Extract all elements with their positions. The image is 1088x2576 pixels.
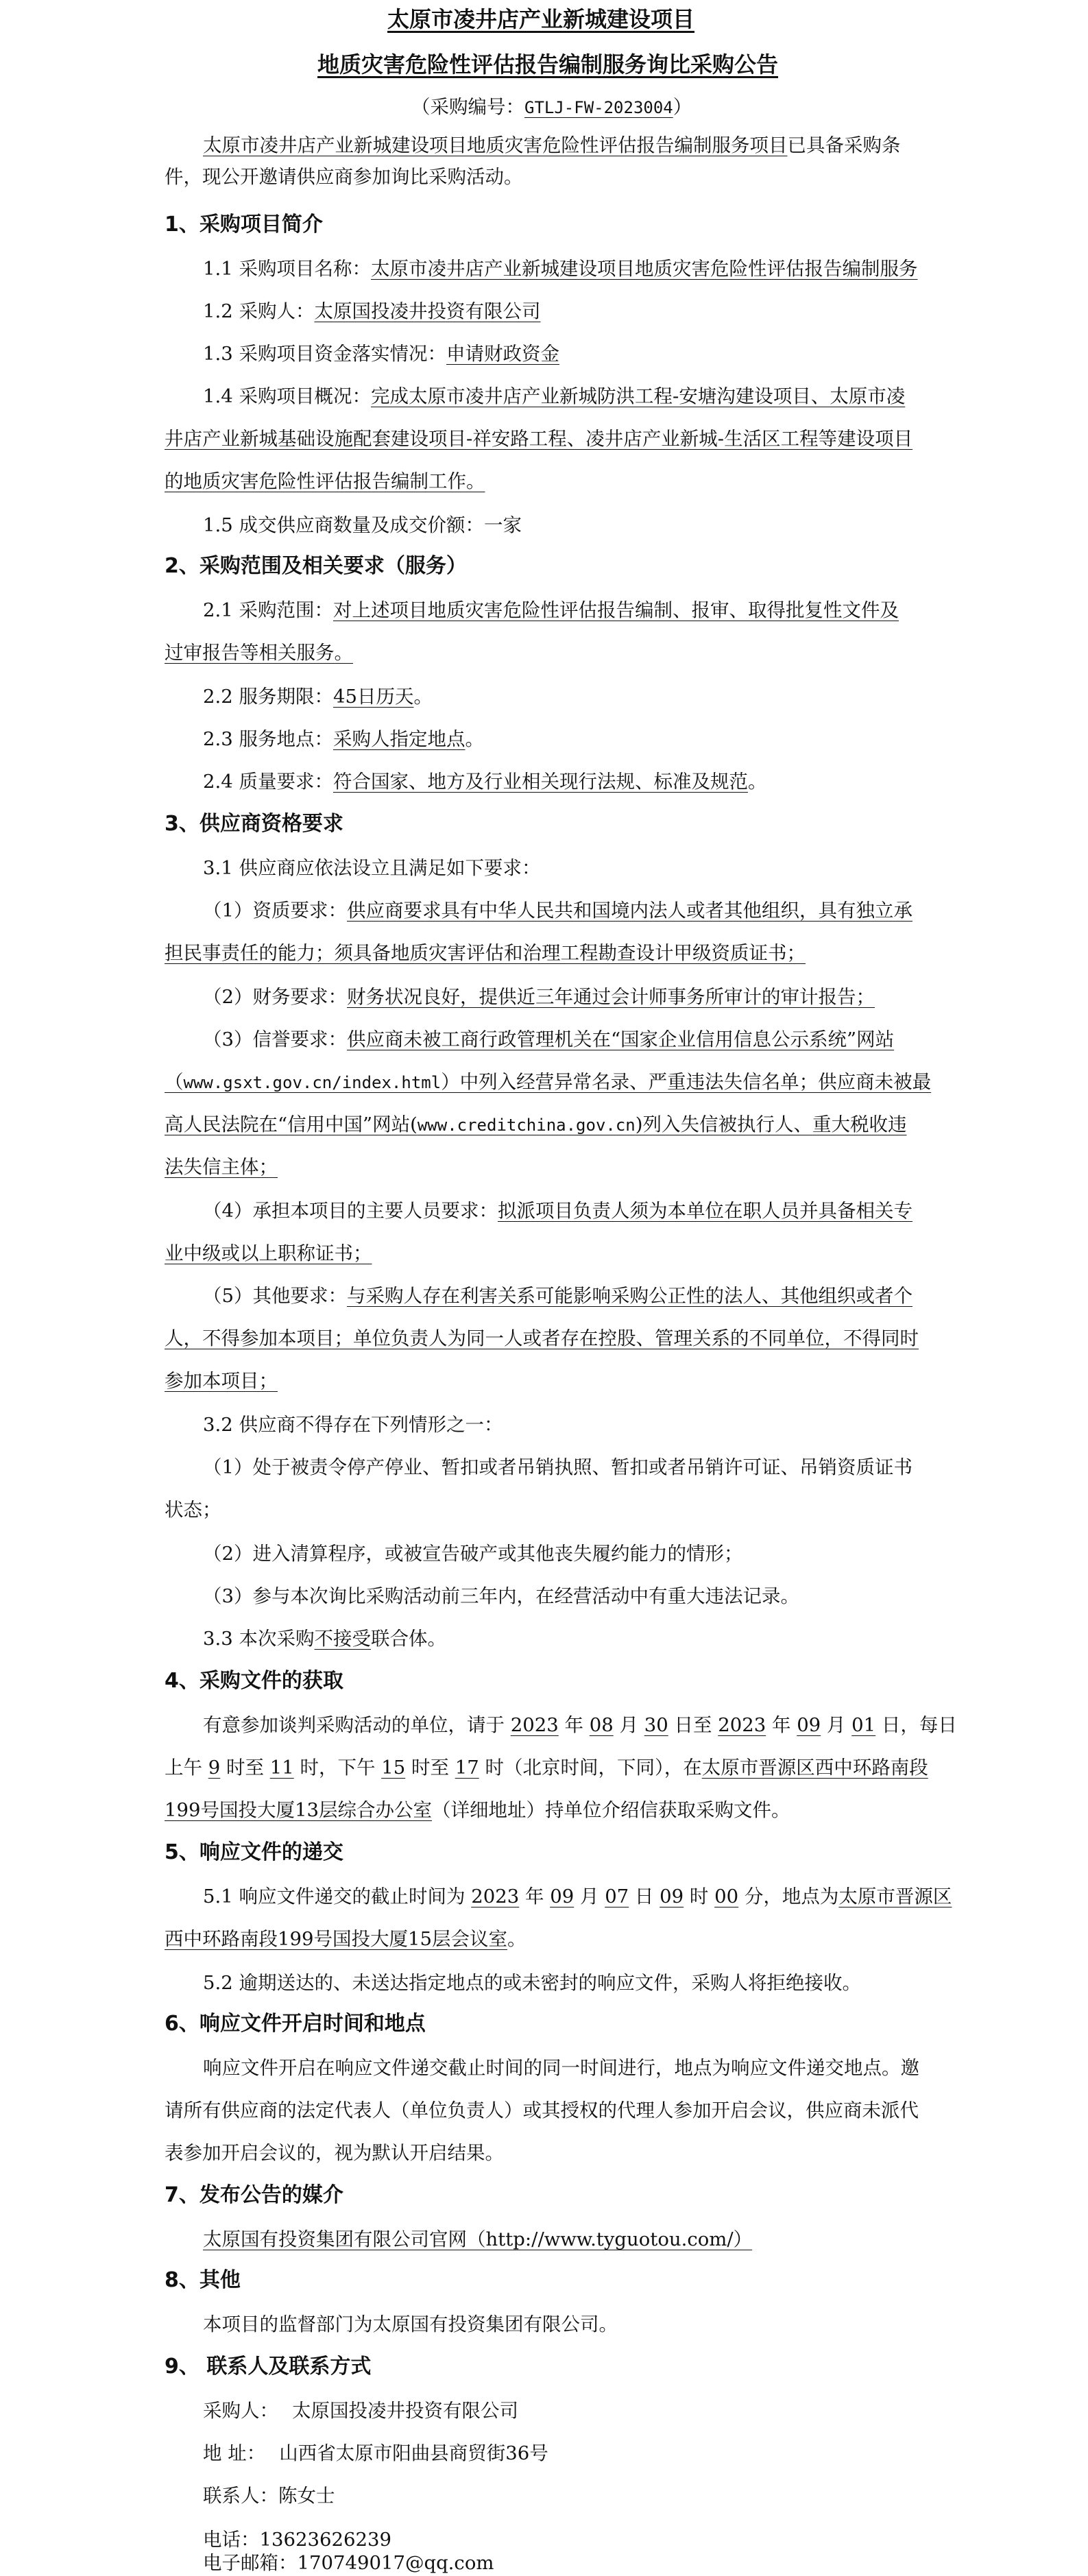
item-2-1-line-2: 过审报告等相关服务。: [165, 642, 353, 664]
item-text: 3.3 本次采购: [203, 1628, 315, 1650]
req-text: ）中列入经营异常名录、严重违法失信名单；供应商未被最: [441, 1071, 932, 1093]
contact-email: [203, 2551, 494, 2575]
req-4: [203, 1197, 912, 1225]
intro-project-name: 太原市凌井店产业新城建设项目地质灾害危险性评估报告编制服务项目: [203, 134, 788, 156]
section-1-heading: 1、采购项目简介: [165, 213, 323, 237]
intro-line-2: 件，现公开邀请供应商参加询比采购活动。: [165, 166, 523, 188]
item-end: 。: [413, 686, 433, 708]
section-2-heading: 2、采购范围及相关要求（服务）: [165, 554, 467, 578]
item-value: 完成太原市凌井店产业新城防洪工程-安塘沟建设项目、太原市凌: [370, 385, 906, 407]
text: 日至: [668, 1714, 718, 1736]
sec5-line-3: 5.2 逾期送达的、未送达指定地点的或未密封的响应文件，采购人将拒绝接收。: [203, 1972, 861, 1994]
sec6-line-3: 表参加开启会议的，视为默认开启结果。: [165, 2142, 504, 2164]
item-1-4-line-3: 的地质灾害危险性评估报告编制工作。: [165, 470, 485, 492]
text: 月: [574, 1886, 605, 1907]
section-8-heading: 8、其他: [165, 2268, 241, 2292]
section-7-heading: 7、发布公告的媒介: [165, 2183, 343, 2207]
contact-phone: [203, 2526, 391, 2553]
text: 分，地点为: [738, 1886, 839, 1907]
req-1: [203, 897, 912, 924]
req-value: 财务状况良好，提供近三年通过会计师事务所审计的审计报告；: [347, 986, 875, 1008]
item-text: 联合体。: [370, 1628, 446, 1650]
item-label: 1.2 采购人：: [203, 300, 315, 322]
item-value: 申请财政资金: [446, 343, 559, 365]
item-label: 1.1 采购项目名称：: [203, 258, 371, 280]
text: 时至: [220, 1757, 270, 1779]
item-3-1: 3.1 供应商应依法设立且满足如下要求：: [203, 857, 541, 879]
req-value: 拟派项目负责人须为本单位在职人员并具备相关专: [498, 1200, 912, 1222]
text: 时（北京时间，下同），在: [479, 1757, 702, 1779]
hour: 11: [269, 1757, 294, 1779]
item-1-4-line-2: 井店产业新城基础设施配套建设项目-祥安路工程、凌井店产业新城-生活区工程等建设项目: [165, 428, 913, 450]
exclusion-1: （1）处于被责令停产停业、暂扣或者吊销执照、暂扣或者吊销许可证、吊销资质证书: [203, 1456, 912, 1478]
text: 时至: [405, 1757, 455, 1779]
item-label: 1.4 采购项目概况：: [203, 385, 371, 407]
text: 有意参加谈判采购活动的单位，请于: [203, 1714, 511, 1736]
req-3: [203, 1026, 894, 1053]
sec5-line-1: [203, 1883, 952, 1910]
gsxt-url: www.gsxt.gov.cn/index.html: [183, 1073, 442, 1092]
item-1-5: 1.5 成交供应商数量及成交价额：一家: [203, 514, 522, 536]
date-day: 30: [644, 1714, 668, 1736]
date-month: 09: [550, 1886, 575, 1907]
req-label: （4）承担本项目的主要人员要求：: [203, 1200, 498, 1222]
minute: 00: [714, 1886, 739, 1907]
value: 13623626239: [259, 2529, 391, 2551]
req-value: 供应商要求具有中华人民共和国境内法人或者其他组织，具有独立承: [347, 900, 912, 922]
date-year: 2023: [718, 1714, 766, 1736]
procurement-number: [411, 93, 692, 121]
hour: 15: [381, 1757, 406, 1779]
req-4-line-2: 业中级或以上职称证书；: [165, 1242, 372, 1264]
item-1-1: [203, 255, 917, 282]
item-value: 太原市凌井店产业新城建设项目地质灾害危险性评估报告编制服务: [370, 258, 918, 280]
value: 陈女士: [278, 2485, 335, 2507]
text: 月: [613, 1714, 644, 1736]
text: 年: [519, 1886, 551, 1907]
text: 时，下午: [293, 1757, 382, 1779]
item-2-3: [203, 725, 484, 753]
req-value: 与采购人存在利害关系可能影响采购公正性的法人、其他组织或者个: [347, 1285, 912, 1307]
item-value: 采购人指定地点: [333, 728, 466, 750]
section-6-heading: 6、响应文件开启时间和地点: [165, 2012, 426, 2036]
text: 时: [684, 1886, 715, 1907]
address: 199号国投大厦13层综合办公室: [165, 1799, 432, 1821]
req-label: （3）信誉要求：: [203, 1028, 347, 1050]
hour: 09: [660, 1886, 684, 1907]
item-2-2: [203, 683, 433, 710]
proc-no-prefix: （采购编号：: [411, 96, 524, 118]
sec6-line-1: 响应文件开启在响应文件递交截止时间的同一时间进行，地点为响应文件递交地点。邀: [203, 2057, 919, 2079]
item-value: 太原国投凌井投资有限公司: [314, 300, 541, 322]
req-5-line-3: 参加本项目；: [165, 1370, 278, 1392]
req-3-line-3: [165, 1111, 906, 1139]
item-value: 不接受: [314, 1628, 371, 1650]
intro-line-1: [203, 132, 901, 159]
hour: 9: [208, 1757, 221, 1779]
address: 西中环路南段199号国投大厦15层会议室: [165, 1928, 507, 1950]
sec4-line-2: [165, 1754, 928, 1781]
item-2-4: [203, 768, 766, 795]
label: 联系人：: [203, 2485, 278, 2507]
item-1-4: [203, 383, 905, 410]
address: 太原市晋源区西中环路南段: [701, 1757, 928, 1779]
sec4-line-1: [203, 1711, 957, 1739]
req-3-line-4: 法失信主体；: [165, 1156, 278, 1178]
value: 山西省太原市阳曲县商贸街36号: [279, 2442, 548, 2464]
contact-person: [203, 2482, 335, 2509]
text: 5.1 响应文件递交的截止时间为: [203, 1886, 472, 1907]
item-label: 2.2 服务期限：: [203, 686, 333, 708]
exclusion-1-line-2: 状态；: [165, 1499, 221, 1521]
sec4-line-3: [165, 1796, 790, 1824]
hour: 17: [455, 1757, 479, 1779]
text: 上午: [165, 1757, 208, 1779]
item-2-1: [203, 597, 899, 624]
item-1-2: [203, 298, 540, 325]
req-value: 供应商未被工商行政管理机关在“国家企业信用信息公示系统”网站: [347, 1028, 895, 1050]
req-2: [203, 983, 875, 1011]
item-label: 2.1 采购范围：: [203, 599, 333, 621]
value: 太原国投凌井投资有限公司: [292, 2400, 518, 2422]
item-value: 对上述项目地质灾害危险性评估报告编制、报审、取得批复性文件及: [333, 599, 899, 621]
text: 年: [558, 1714, 590, 1736]
sec6-line-2: 请所有供应商的法定代表人（单位负责人）或其授权的代理人参加开启会议，供应商未派代: [165, 2099, 919, 2121]
date-year: 2023: [471, 1886, 520, 1907]
text: 日，每日: [875, 1714, 957, 1736]
req-text: )列入失信被执行人、重大税收违: [635, 1114, 907, 1135]
date-month: 08: [589, 1714, 614, 1736]
label: 电子邮箱：: [203, 2552, 298, 2574]
creditchina-url: www.creditchina.gov.cn: [417, 1116, 636, 1135]
intro-text: 已具备采购条: [787, 134, 901, 156]
exclusion-3: （3）参与本次询比采购活动前三年内，在经营活动中有重大违法记录。: [203, 1585, 799, 1607]
item-end: 。: [465, 728, 484, 750]
section-9-heading: 9、 联系人及联系方式: [165, 2355, 372, 2379]
exclusion-2: （2）进入清算程序，或被宣告破产或其他丧失履约能力的情形；: [203, 1543, 743, 1565]
req-5: [203, 1282, 912, 1310]
req-text: （: [165, 1071, 184, 1093]
date-year: 2023: [510, 1714, 559, 1736]
title-line-1: 太原市凌井店产业新城建设项目: [387, 6, 695, 32]
media-link[interactable]: 太原国有投资集团有限公司官网（http://www.tyguotou.com/）: [203, 2228, 753, 2250]
item-label: 2.3 服务地点：: [203, 728, 333, 750]
text: 。: [507, 1928, 527, 1950]
title-line-2: 地质灾害危险性评估报告编制服务询比采购公告: [317, 51, 779, 77]
req-1-line-2: 担民事责任的能力；须具备地质灾害评估和治理工程勘查设计甲级资质证书；: [165, 942, 806, 964]
label: 地 址：: [203, 2442, 266, 2464]
req-label: （1）资质要求：: [203, 900, 347, 922]
label: 电话：: [203, 2529, 260, 2551]
item-value: 45日历天: [333, 686, 414, 708]
section-5-heading: 5、响应文件的递交: [165, 1840, 343, 1864]
sec8-line-1: 本项目的监督部门为太原国有投资集团有限公司。: [203, 2313, 618, 2335]
item-label: 1.3 采购项目资金落实情况：: [203, 343, 446, 365]
req-3-line-2: [165, 1068, 931, 1096]
text: 月: [821, 1714, 852, 1736]
item-end: 。: [747, 771, 767, 793]
date-day: 07: [605, 1886, 629, 1907]
item-label: 2.4 质量要求：: [203, 771, 333, 793]
email-value[interactable]: 170749017@qq.com: [297, 2552, 494, 2574]
req-text: 高人民法院在“信用中国”网站(: [165, 1114, 418, 1135]
proc-no-suffix: ）: [673, 96, 692, 118]
item-3-2: 3.2 供应商不得存在下列情形之一：: [203, 1414, 503, 1436]
date-month: 09: [797, 1714, 821, 1736]
section-3-heading: 3、供应商资格要求: [165, 812, 343, 836]
item-value: 符合国家、地方及行业相关现行法规、标准及规范: [333, 771, 748, 793]
section-4-heading: 4、采购文件的获取: [165, 1669, 343, 1693]
label: 采购人：: [203, 2400, 278, 2422]
req-label: （2）财务要求：: [203, 986, 347, 1008]
item-3-3: [203, 1625, 446, 1652]
text: 日: [629, 1886, 660, 1907]
sec5-line-2: [165, 1925, 526, 1953]
date-day: 01: [851, 1714, 876, 1736]
text: （详细地址）持单位介绍信获取采购文件。: [431, 1799, 790, 1821]
req-5-line-2: 人，不得参加本项目；单位负责人为同一人或者存在控股、管理关系的不同单位，不得同时: [165, 1327, 919, 1349]
address: 太原市晋源区: [838, 1886, 952, 1907]
contact-purchaser: [203, 2397, 518, 2424]
proc-no-value: GTLJ-FW-2023004: [524, 98, 673, 117]
req-label: （5）其他要求：: [203, 1285, 347, 1307]
item-1-3: [203, 340, 559, 368]
contact-address: [203, 2440, 548, 2467]
text: 年: [766, 1714, 797, 1736]
